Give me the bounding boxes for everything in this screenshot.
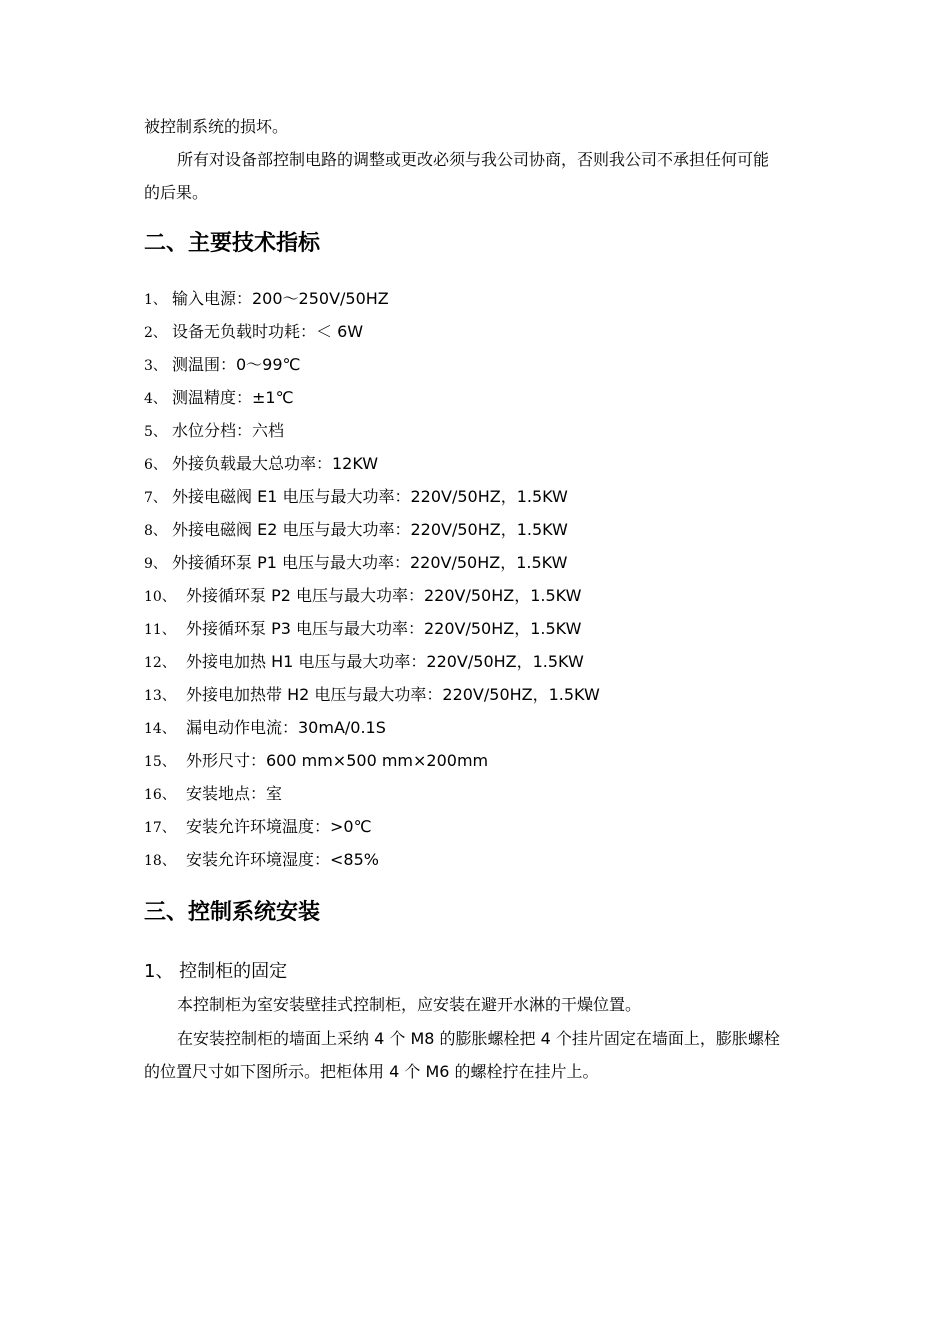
spec-item bbox=[144, 381, 600, 414]
spec-item-number: 1、 bbox=[144, 292, 167, 308]
section-3-para-1: 本控制柜为室安装壁挂式控制柜，应安装在避开水淋的干燥位置。 bbox=[177, 995, 642, 1014]
spec-item-text: 安装地点：室 bbox=[186, 784, 283, 803]
intro-para-2-line-2: 的后果。 bbox=[144, 183, 209, 202]
spec-item-text: 测温精度：±1℃ bbox=[172, 388, 294, 407]
spec-item bbox=[144, 678, 600, 711]
spec-item-text: 漏电动作电流：30mA/0.1S bbox=[186, 718, 386, 737]
spec-item-text: 设备无负载时功耗：＜ 6W bbox=[172, 322, 364, 341]
spec-item-text: 外形尺寸：600 mm×500 mm×200mm bbox=[186, 751, 489, 770]
intro-para-2-line-1: 所有对设备部控制电路的调整或更改必须与我公司协商，否则我公司不承担任何可能 bbox=[177, 150, 770, 169]
spec-item-number: 11、 bbox=[144, 622, 176, 638]
section-2-heading: 二、主要技术指标 bbox=[144, 231, 321, 256]
spec-item bbox=[144, 513, 600, 546]
spec-item-number: 12、 bbox=[144, 655, 176, 671]
spec-item-text: 外接循环泵 P2 电压与最大功率：220V/50HZ，1.5KW bbox=[186, 586, 582, 605]
spec-item bbox=[144, 645, 600, 678]
spec-item-text: 外接电加热带 H2 电压与最大功率：220V/50HZ，1.5KW bbox=[186, 685, 600, 704]
spec-item-number: 13、 bbox=[144, 688, 176, 704]
section-3-para-2-line-1: 在安装控制柜的墙面上采纳 4 个 M8 的膨胀螺栓把 4 个挂片固定在墙面上，膨胀螺栓 bbox=[177, 1029, 780, 1048]
subsection-1-heading: 1、 控制柜的固定 bbox=[144, 961, 288, 982]
spec-item bbox=[144, 744, 600, 777]
spec-item bbox=[144, 777, 600, 810]
spec-item-text: 测温围：0～99℃ bbox=[172, 355, 301, 374]
spec-list bbox=[144, 282, 600, 876]
spec-item-number: 15、 bbox=[144, 754, 176, 770]
spec-item-number: 8、 bbox=[144, 523, 167, 539]
spec-item bbox=[144, 282, 600, 315]
spec-item bbox=[144, 447, 600, 480]
spec-item-number: 10、 bbox=[144, 589, 176, 605]
spec-item-number: 17、 bbox=[144, 820, 176, 836]
intro-line-1: 被控制系统的损坏。 bbox=[144, 117, 289, 136]
spec-item-text: 外接循环泵 P1 电压与最大功率：220V/50HZ，1.5KW bbox=[172, 553, 568, 572]
spec-item bbox=[144, 315, 600, 348]
spec-item-text: 外接负载最大总功率：12KW bbox=[172, 454, 379, 473]
spec-item bbox=[144, 546, 600, 579]
spec-item-text: 外接电磁阀 E1 电压与最大功率：220V/50HZ，1.5KW bbox=[172, 487, 568, 506]
spec-item-number: 6、 bbox=[144, 457, 167, 473]
spec-item-text: 安装允许环境温度：>0℃ bbox=[186, 817, 372, 836]
spec-item-number: 18、 bbox=[144, 853, 176, 869]
spec-item bbox=[144, 414, 600, 447]
spec-item-text: 外接电加热 H1 电压与最大功率：220V/50HZ，1.5KW bbox=[186, 652, 584, 671]
spec-item bbox=[144, 843, 600, 876]
spec-item-number: 4、 bbox=[144, 391, 167, 407]
spec-item-text: 外接循环泵 P3 电压与最大功率：220V/50HZ，1.5KW bbox=[186, 619, 582, 638]
spec-item-text: 输入电源：200～250V/50HZ bbox=[172, 289, 389, 308]
spec-item-number: 5、 bbox=[144, 424, 167, 440]
section-3-para-2-line-2: 的位置尺寸如下图所示。把柜体用 4 个 M6 的螺栓拧在挂片上。 bbox=[144, 1062, 599, 1081]
spec-item bbox=[144, 711, 600, 744]
spec-item bbox=[144, 612, 600, 645]
spec-item-number: 14、 bbox=[144, 721, 176, 737]
spec-item-number: 9、 bbox=[144, 556, 167, 572]
spec-item bbox=[144, 579, 600, 612]
spec-item-number: 3、 bbox=[144, 358, 167, 374]
spec-item bbox=[144, 480, 600, 513]
spec-item-number: 16、 bbox=[144, 787, 176, 803]
spec-item-number: 2、 bbox=[144, 325, 167, 341]
spec-item-text: 外接电磁阀 E2 电压与最大功率：220V/50HZ，1.5KW bbox=[172, 520, 568, 539]
spec-item-text: 水位分档：六档 bbox=[172, 421, 285, 440]
spec-item bbox=[144, 348, 600, 381]
spec-item bbox=[144, 810, 600, 843]
spec-item-number: 7、 bbox=[144, 490, 167, 506]
spec-item-text: 安装允许环境湿度：<85% bbox=[186, 850, 379, 869]
section-3-heading: 三、控制系统安装 bbox=[144, 900, 321, 925]
